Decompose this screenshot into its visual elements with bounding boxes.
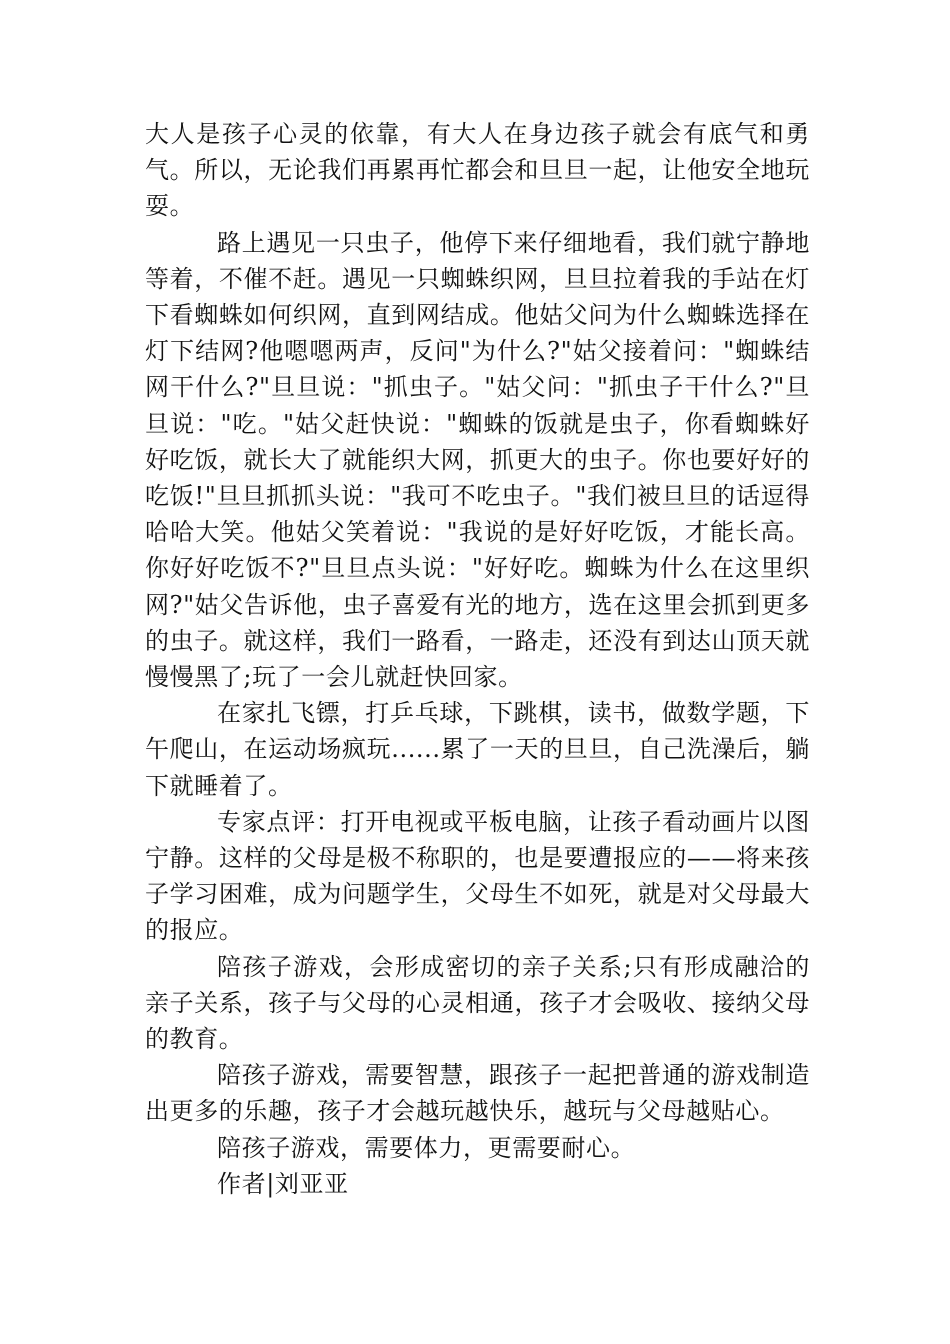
document-page [145,116,810,1202]
paragraph-7: 陪孩子游戏，需要体力，更需要耐心。 [217,1133,636,1162]
author-line: 作者|刘亚亚 [217,1169,349,1198]
paragraph-2: 路上遇见一只虫子，他停下来仔细地看，我们就宁静地等着，不催不赶。遇见一只蜘蛛织网，旦旦拉着我的手站在灯下看蜘蛛如何织网，直到网结成。他姑父问为什么蜘蛛选择在灯下结网?他嗯嗯两声，反问"为什么?"姑父接着问："蜘蛛结网干什么?"旦旦说："抓虫子。"姑父问："抓虫子干什么?"旦旦说："吃。"姑父赶快说："蜘蛛的饭就是虫子，你看蜘蛛好好吃饭，就长大了就能织大网，抓更大的虫子。你也要好好的吃饭!"旦旦抓抓头说："我可不吃虫子。"我们被旦旦的话逗得哈哈大笑。他姑父笑着说："我说的是好好吃饭，才能长高。你好好吃饭不?"旦旦点头说："好好吃。蜘蛛为什么在这里织网?"姑父告诉他，虫子喜爱有光的地方，选在这里会抓到更多的虫子。就这样，我们一路看，一路走，还没有到达山顶天就慢慢黑了;玩了一会儿就赶快回家。 [145,228,810,692]
paragraph-5: 陪孩子游戏，会形成密切的亲子关系;只有形成融洽的亲子关系，孩子与父母的心灵相通，孩子才会吸收、接纳父母的教育。 [145,952,810,1054]
paragraph-4-expert-comment: 专家点评：打开电视或平板电脑，让孩子看动画片以图宁静。这样的父母是极不称职的，也是要遭报应的——将来孩子学习困难，成为问题学生，父母生不如死，就是对父母最大的报应。 [145,807,810,945]
paragraph-3: 在家扎飞镖，打乒乓球，下跳棋，读书，做数学题，下午爬山，在运动场疯玩......累了一天的旦旦，自己洗澡后，躺下就睡着了。 [145,699,810,800]
paragraph-6: 陪孩子游戏，需要智慧，跟孩子一起把普通的游戏制造出更多的乐趣，孩子才会越玩越快乐，越玩与父母越贴心。 [145,1061,810,1126]
paragraph-1: 大人是孩子心灵的依靠，有大人在身边孩子就会有底气和勇气。所以，无论我们再累再忙都会和旦旦一起，让他安全地玩耍。 [145,120,810,221]
